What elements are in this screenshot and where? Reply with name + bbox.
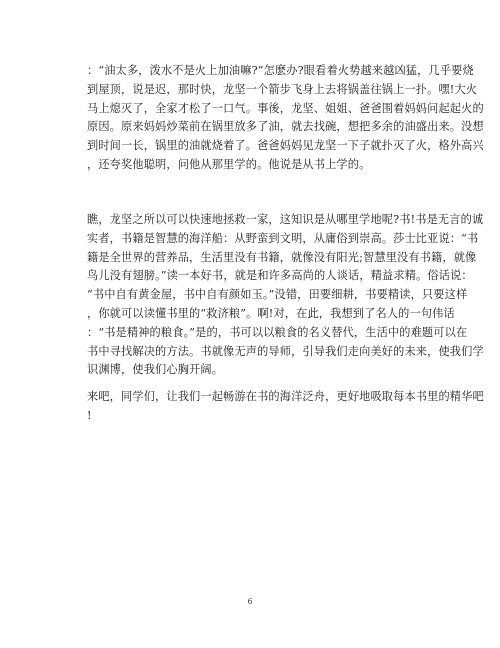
text-line: 到时间一长，锅里的油就烧着了。爸爸妈妈见龙坚一下子就扑灭了火，格外高兴: [87, 139, 484, 153]
text-line: ，还夸奖他聪明，问他从那里学的。他说是从书上学的。: [87, 157, 371, 171]
text-line: ：“书是精神的粮食。”是的，书可以以粮食的名义替代，生活中的难题可以在: [87, 325, 468, 339]
text-line: 识渊博，使我们心胸开阔。: [87, 363, 224, 377]
text-line: 书中寻找解决的方法。书就像无声的导师，引导我们走向美好的未来，使我们学: [87, 344, 484, 358]
text-line: ：“油太多，泼水不是火上加油嘛?”怎麽办?眼看着火势越来越凶猛，几乎要烧: [87, 64, 474, 77]
paragraph-value-of-books: [87, 211, 484, 380]
page-number: 6: [247, 597, 253, 606]
text-line: 瞧，龙坚之所以可以快速地拯救一家，这知识是从哪里学地呢?书!书是无言的诚: [87, 213, 484, 226]
text-line: 来吧，同学们，让我们一起畅游在书的海洋泛舟，更好地吸取每本书里的精华吧: [87, 390, 484, 403]
text-line: 鸟儿没有翅膀。”读一本好书，就是和许多高尚的人谈话，精益求精。俗话说：: [87, 269, 473, 283]
text-line: !: [87, 408, 92, 422]
text-line: 马上熄灭了，全家才松了一口气。事後，龙坚、姐姐、爸爸围着妈妈问起起火的: [87, 101, 484, 115]
text-line: 原因。原来妈妈炒菜前在锅里放多了油，就去找碗，想把多余的油盛出来。没想: [87, 120, 484, 134]
paragraph-fire-story: [87, 62, 484, 175]
text-line: 籍是全世界的营养品，生活里没有书籍，就像没有阳光;智慧里没有书籍，就像: [87, 250, 477, 264]
text-line: “书中自有黄金屋，书中自有颜如玉。”没错，田要细耕，书要精读，只要这样: [87, 288, 468, 302]
text-line: 实者，书籍是智慧的海洋船：从野蛮到文明，从庸俗到崇高。莎士比亚说：“书: [87, 231, 479, 245]
paragraph-closing: [87, 388, 484, 426]
text-line: 到屋顶，说是迟，那时快，龙坚一个箭步飞身上去将锅盖往锅上一扑。嘿!大火: [87, 82, 478, 96]
text-line: ，你就可以读懂书里的“救济粮”。啊!对，在此，我想到了名人的一句伟话: [87, 306, 455, 320]
